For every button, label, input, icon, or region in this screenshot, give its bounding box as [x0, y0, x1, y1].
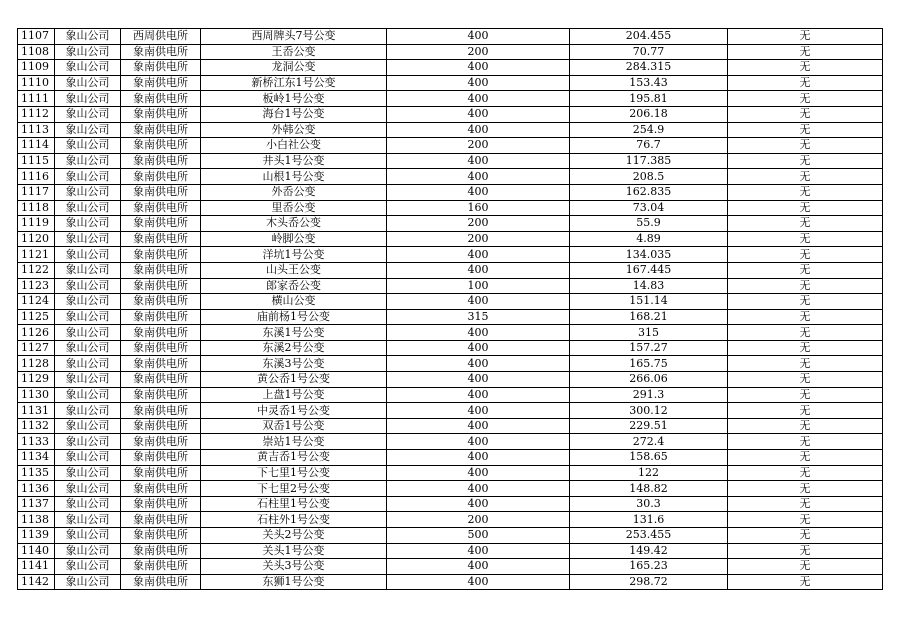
station-cell: 象南供电所: [121, 184, 201, 200]
load-cell: 298.72: [570, 574, 728, 590]
station-cell: 象南供电所: [121, 450, 201, 466]
station-cell: 象南供电所: [121, 91, 201, 107]
row-index-cell: 1108: [18, 44, 55, 60]
company-cell: 象山公司: [55, 294, 121, 310]
transformer-name-cell: 里岙公变: [201, 200, 387, 216]
remark-cell: 无: [728, 309, 883, 325]
company-cell: 象山公司: [55, 153, 121, 169]
station-cell: 象南供电所: [121, 559, 201, 575]
company-cell: 象山公司: [55, 325, 121, 341]
capacity-cell: 400: [387, 29, 570, 45]
remark-cell: 无: [728, 294, 883, 310]
table-row: [18, 387, 883, 403]
company-cell: 象山公司: [55, 403, 121, 419]
station-cell: 象南供电所: [121, 372, 201, 388]
row-index-cell: 1107: [18, 29, 55, 45]
row-index-cell: 1116: [18, 169, 55, 185]
table-row: [18, 278, 883, 294]
company-cell: 象山公司: [55, 387, 121, 403]
station-cell: 象南供电所: [121, 278, 201, 294]
load-cell: 73.04: [570, 200, 728, 216]
station-cell: 象南供电所: [121, 216, 201, 232]
capacity-cell: 400: [387, 153, 570, 169]
table-row: [18, 262, 883, 278]
remark-cell: 无: [728, 247, 883, 263]
row-index-cell: 1121: [18, 247, 55, 263]
row-index-cell: 1125: [18, 309, 55, 325]
load-cell: 158.65: [570, 450, 728, 466]
station-cell: 象南供电所: [121, 418, 201, 434]
capacity-cell: 400: [387, 481, 570, 497]
table-row: [18, 372, 883, 388]
load-cell: 165.75: [570, 356, 728, 372]
remark-cell: 无: [728, 262, 883, 278]
capacity-cell: 400: [387, 403, 570, 419]
transformer-name-cell: 横山公变: [201, 294, 387, 310]
row-index-cell: 1136: [18, 481, 55, 497]
transformer-name-cell: 小白社公变: [201, 138, 387, 154]
load-cell: 157.27: [570, 340, 728, 356]
station-cell: 象南供电所: [121, 403, 201, 419]
station-cell: 象南供电所: [121, 309, 201, 325]
remark-cell: 无: [728, 278, 883, 294]
row-index-cell: 1123: [18, 278, 55, 294]
station-cell: 象南供电所: [121, 122, 201, 138]
row-index-cell: 1131: [18, 403, 55, 419]
company-cell: 象山公司: [55, 465, 121, 481]
row-index-cell: 1138: [18, 512, 55, 528]
capacity-cell: 200: [387, 512, 570, 528]
load-cell: 122: [570, 465, 728, 481]
company-cell: 象山公司: [55, 512, 121, 528]
load-cell: 195.81: [570, 91, 728, 107]
load-cell: 76.7: [570, 138, 728, 154]
remark-cell: 无: [728, 44, 883, 60]
transformer-name-cell: 石柱外1号公变: [201, 512, 387, 528]
station-cell: 象南供电所: [121, 465, 201, 481]
capacity-cell: 400: [387, 574, 570, 590]
capacity-cell: 400: [387, 418, 570, 434]
capacity-cell: 400: [387, 184, 570, 200]
row-index-cell: 1113: [18, 122, 55, 138]
station-cell: 象南供电所: [121, 231, 201, 247]
capacity-cell: 200: [387, 231, 570, 247]
capacity-cell: 200: [387, 138, 570, 154]
load-cell: 300.12: [570, 403, 728, 419]
load-cell: 315: [570, 325, 728, 341]
station-cell: 象南供电所: [121, 387, 201, 403]
table-row: [18, 106, 883, 122]
station-cell: 象南供电所: [121, 200, 201, 216]
capacity-cell: 400: [387, 387, 570, 403]
station-cell: 象南供电所: [121, 325, 201, 341]
station-cell: 象南供电所: [121, 169, 201, 185]
capacity-cell: 400: [387, 543, 570, 559]
remark-cell: 无: [728, 512, 883, 528]
capacity-cell: 400: [387, 294, 570, 310]
load-cell: 167.445: [570, 262, 728, 278]
remark-cell: 无: [728, 200, 883, 216]
row-index-cell: 1117: [18, 184, 55, 200]
transformer-name-cell: 下七里1号公变: [201, 465, 387, 481]
remark-cell: 无: [728, 434, 883, 450]
transformer-name-cell: 板岭1号公变: [201, 91, 387, 107]
row-index-cell: 1141: [18, 559, 55, 575]
remark-cell: 无: [728, 325, 883, 341]
capacity-cell: 400: [387, 434, 570, 450]
load-cell: 272.4: [570, 434, 728, 450]
table-row: [18, 465, 883, 481]
company-cell: 象山公司: [55, 496, 121, 512]
company-cell: 象山公司: [55, 122, 121, 138]
table-row: [18, 184, 883, 200]
capacity-cell: 400: [387, 496, 570, 512]
row-index-cell: 1110: [18, 75, 55, 91]
company-cell: 象山公司: [55, 231, 121, 247]
transformer-name-cell: 井头1号公变: [201, 153, 387, 169]
table-row: [18, 247, 883, 263]
load-cell: 165.23: [570, 559, 728, 575]
station-cell: 象南供电所: [121, 512, 201, 528]
transformer-name-cell: 黄吉岙1号公变: [201, 450, 387, 466]
transformer-name-cell: 东溪3号公变: [201, 356, 387, 372]
table-row: [18, 528, 883, 544]
row-index-cell: 1124: [18, 294, 55, 310]
table-row: [18, 169, 883, 185]
capacity-cell: 400: [387, 75, 570, 91]
company-cell: 象山公司: [55, 418, 121, 434]
capacity-cell: 400: [387, 106, 570, 122]
station-cell: 象南供电所: [121, 44, 201, 60]
load-cell: 229.51: [570, 418, 728, 434]
remark-cell: 无: [728, 60, 883, 76]
table-row: [18, 481, 883, 497]
remark-cell: 无: [728, 106, 883, 122]
table-row: [18, 543, 883, 559]
remark-cell: 无: [728, 184, 883, 200]
row-index-cell: 1127: [18, 340, 55, 356]
table-row: [18, 294, 883, 310]
capacity-cell: 400: [387, 60, 570, 76]
load-cell: 284.315: [570, 60, 728, 76]
remark-cell: 无: [728, 387, 883, 403]
company-cell: 象山公司: [55, 372, 121, 388]
table-row: [18, 153, 883, 169]
remark-cell: 无: [728, 169, 883, 185]
transformer-name-cell: 庙前杨1号公变: [201, 309, 387, 325]
transformer-name-cell: 关头3号公变: [201, 559, 387, 575]
row-index-cell: 1109: [18, 60, 55, 76]
company-cell: 象山公司: [55, 169, 121, 185]
company-cell: 象山公司: [55, 309, 121, 325]
row-index-cell: 1134: [18, 450, 55, 466]
station-cell: 象南供电所: [121, 574, 201, 590]
load-cell: 30.3: [570, 496, 728, 512]
load-cell: 151.14: [570, 294, 728, 310]
capacity-cell: 200: [387, 216, 570, 232]
load-cell: 291.3: [570, 387, 728, 403]
company-cell: 象山公司: [55, 450, 121, 466]
remark-cell: 无: [728, 122, 883, 138]
row-index-cell: 1112: [18, 106, 55, 122]
table-row: [18, 309, 883, 325]
station-cell: 象南供电所: [121, 294, 201, 310]
company-cell: 象山公司: [55, 340, 121, 356]
transformer-name-cell: 崇站1号公变: [201, 434, 387, 450]
transformer-name-cell: 东溪1号公变: [201, 325, 387, 341]
remark-cell: 无: [728, 340, 883, 356]
row-index-cell: 1140: [18, 543, 55, 559]
transformer-name-cell: 中灵岙1号公变: [201, 403, 387, 419]
table-row: [18, 75, 883, 91]
load-cell: 208.5: [570, 169, 728, 185]
capacity-cell: 400: [387, 169, 570, 185]
load-cell: 162.835: [570, 184, 728, 200]
remark-cell: 无: [728, 559, 883, 575]
table-row: [18, 122, 883, 138]
load-cell: 4.89: [570, 231, 728, 247]
transformer-name-cell: 东狮1号公变: [201, 574, 387, 590]
station-cell: 象南供电所: [121, 106, 201, 122]
row-index-cell: 1128: [18, 356, 55, 372]
transformer-table: [17, 28, 883, 590]
company-cell: 象山公司: [55, 106, 121, 122]
capacity-cell: 400: [387, 262, 570, 278]
row-index-cell: 1135: [18, 465, 55, 481]
row-index-cell: 1142: [18, 574, 55, 590]
capacity-cell: 500: [387, 528, 570, 544]
table-row: [18, 325, 883, 341]
capacity-cell: 400: [387, 325, 570, 341]
transformer-name-cell: 双岙1号公变: [201, 418, 387, 434]
capacity-cell: 400: [387, 122, 570, 138]
row-index-cell: 1118: [18, 200, 55, 216]
row-index-cell: 1119: [18, 216, 55, 232]
company-cell: 象山公司: [55, 91, 121, 107]
table-row: [18, 434, 883, 450]
company-cell: 象山公司: [55, 543, 121, 559]
transformer-name-cell: 外岙公变: [201, 184, 387, 200]
transformer-name-cell: 龙洞公变: [201, 60, 387, 76]
remark-cell: 无: [728, 91, 883, 107]
load-cell: 148.82: [570, 481, 728, 497]
table-body: [18, 29, 883, 590]
row-index-cell: 1122: [18, 262, 55, 278]
company-cell: 象山公司: [55, 356, 121, 372]
remark-cell: 无: [728, 29, 883, 45]
remark-cell: 无: [728, 450, 883, 466]
capacity-cell: 400: [387, 91, 570, 107]
remark-cell: 无: [728, 543, 883, 559]
row-index-cell: 1111: [18, 91, 55, 107]
company-cell: 象山公司: [55, 528, 121, 544]
company-cell: 象山公司: [55, 75, 121, 91]
load-cell: 134.035: [570, 247, 728, 263]
station-cell: 象南供电所: [121, 340, 201, 356]
company-cell: 象山公司: [55, 200, 121, 216]
transformer-name-cell: 岭脚公变: [201, 231, 387, 247]
station-cell: 象南供电所: [121, 543, 201, 559]
table-row: [18, 200, 883, 216]
capacity-cell: 400: [387, 372, 570, 388]
table-row: [18, 356, 883, 372]
row-index-cell: 1129: [18, 372, 55, 388]
capacity-cell: 400: [387, 247, 570, 263]
row-index-cell: 1120: [18, 231, 55, 247]
transformer-name-cell: 洋坑1号公变: [201, 247, 387, 263]
row-index-cell: 1126: [18, 325, 55, 341]
station-cell: 象南供电所: [121, 262, 201, 278]
load-cell: 168.21: [570, 309, 728, 325]
remark-cell: 无: [728, 75, 883, 91]
company-cell: 象山公司: [55, 60, 121, 76]
load-cell: 266.06: [570, 372, 728, 388]
station-cell: 象南供电所: [121, 60, 201, 76]
capacity-cell: 315: [387, 309, 570, 325]
remark-cell: 无: [728, 496, 883, 512]
transformer-name-cell: 东溪2号公变: [201, 340, 387, 356]
transformer-name-cell: 石柱里1号公变: [201, 496, 387, 512]
remark-cell: 无: [728, 153, 883, 169]
company-cell: 象山公司: [55, 138, 121, 154]
remark-cell: 无: [728, 403, 883, 419]
station-cell: 象南供电所: [121, 153, 201, 169]
capacity-cell: 200: [387, 44, 570, 60]
load-cell: 253.455: [570, 528, 728, 544]
load-cell: 153.43: [570, 75, 728, 91]
table-row: [18, 418, 883, 434]
capacity-cell: 400: [387, 450, 570, 466]
remark-cell: 无: [728, 372, 883, 388]
row-index-cell: 1133: [18, 434, 55, 450]
load-cell: 70.77: [570, 44, 728, 60]
row-index-cell: 1137: [18, 496, 55, 512]
transformer-name-cell: 山根1号公变: [201, 169, 387, 185]
table-row: [18, 44, 883, 60]
company-cell: 象山公司: [55, 262, 121, 278]
transformer-name-cell: 王岙公变: [201, 44, 387, 60]
row-index-cell: 1130: [18, 387, 55, 403]
table-row: [18, 340, 883, 356]
transformer-name-cell: 西周牌头7号公变: [201, 29, 387, 45]
remark-cell: 无: [728, 356, 883, 372]
table-row: [18, 574, 883, 590]
transformer-name-cell: 关头2号公变: [201, 528, 387, 544]
load-cell: 14.83: [570, 278, 728, 294]
capacity-cell: 400: [387, 356, 570, 372]
transformer-name-cell: 新桥江东1号公变: [201, 75, 387, 91]
load-cell: 117.385: [570, 153, 728, 169]
load-cell: 254.9: [570, 122, 728, 138]
transformer-name-cell: 下七里2号公变: [201, 481, 387, 497]
table-row: [18, 559, 883, 575]
transformer-name-cell: 山头王公变: [201, 262, 387, 278]
company-cell: 象山公司: [55, 184, 121, 200]
table-row: [18, 450, 883, 466]
station-cell: 象南供电所: [121, 75, 201, 91]
remark-cell: 无: [728, 418, 883, 434]
transformer-name-cell: 木头岙公变: [201, 216, 387, 232]
capacity-cell: 100: [387, 278, 570, 294]
station-cell: 象南供电所: [121, 434, 201, 450]
load-cell: 204.455: [570, 29, 728, 45]
capacity-cell: 400: [387, 559, 570, 575]
company-cell: 象山公司: [55, 481, 121, 497]
station-cell: 象南供电所: [121, 528, 201, 544]
table-row: [18, 60, 883, 76]
capacity-cell: 400: [387, 465, 570, 481]
table-row: [18, 512, 883, 528]
company-cell: 象山公司: [55, 29, 121, 45]
table-row: [18, 496, 883, 512]
load-cell: 206.18: [570, 106, 728, 122]
company-cell: 象山公司: [55, 278, 121, 294]
table-row: [18, 216, 883, 232]
company-cell: 象山公司: [55, 434, 121, 450]
company-cell: 象山公司: [55, 559, 121, 575]
remark-cell: 无: [728, 216, 883, 232]
transformer-name-cell: 海台1号公变: [201, 106, 387, 122]
transformer-name-cell: 黄公岙1号公变: [201, 372, 387, 388]
transformer-name-cell: 郎家岙公变: [201, 278, 387, 294]
table-row: [18, 403, 883, 419]
capacity-cell: 160: [387, 200, 570, 216]
load-cell: 131.6: [570, 512, 728, 528]
remark-cell: 无: [728, 574, 883, 590]
company-cell: 象山公司: [55, 574, 121, 590]
load-cell: 149.42: [570, 543, 728, 559]
company-cell: 象山公司: [55, 44, 121, 60]
station-cell: 象南供电所: [121, 356, 201, 372]
remark-cell: 无: [728, 481, 883, 497]
capacity-cell: 400: [387, 340, 570, 356]
remark-cell: 无: [728, 138, 883, 154]
transformer-name-cell: 关头1号公变: [201, 543, 387, 559]
row-index-cell: 1132: [18, 418, 55, 434]
row-index-cell: 1114: [18, 138, 55, 154]
table-row: [18, 231, 883, 247]
table-row: [18, 91, 883, 107]
company-cell: 象山公司: [55, 247, 121, 263]
station-cell: 象南供电所: [121, 496, 201, 512]
row-index-cell: 1115: [18, 153, 55, 169]
transformer-name-cell: 上盘1号公变: [201, 387, 387, 403]
remark-cell: 无: [728, 465, 883, 481]
table-row: [18, 29, 883, 45]
station-cell: 象南供电所: [121, 138, 201, 154]
table-row: [18, 138, 883, 154]
station-cell: 象南供电所: [121, 247, 201, 263]
remark-cell: 无: [728, 231, 883, 247]
load-cell: 55.9: [570, 216, 728, 232]
transformer-name-cell: 外韩公变: [201, 122, 387, 138]
remark-cell: 无: [728, 528, 883, 544]
company-cell: 象山公司: [55, 216, 121, 232]
station-cell: 西周供电所: [121, 29, 201, 45]
row-index-cell: 1139: [18, 528, 55, 544]
station-cell: 象南供电所: [121, 481, 201, 497]
